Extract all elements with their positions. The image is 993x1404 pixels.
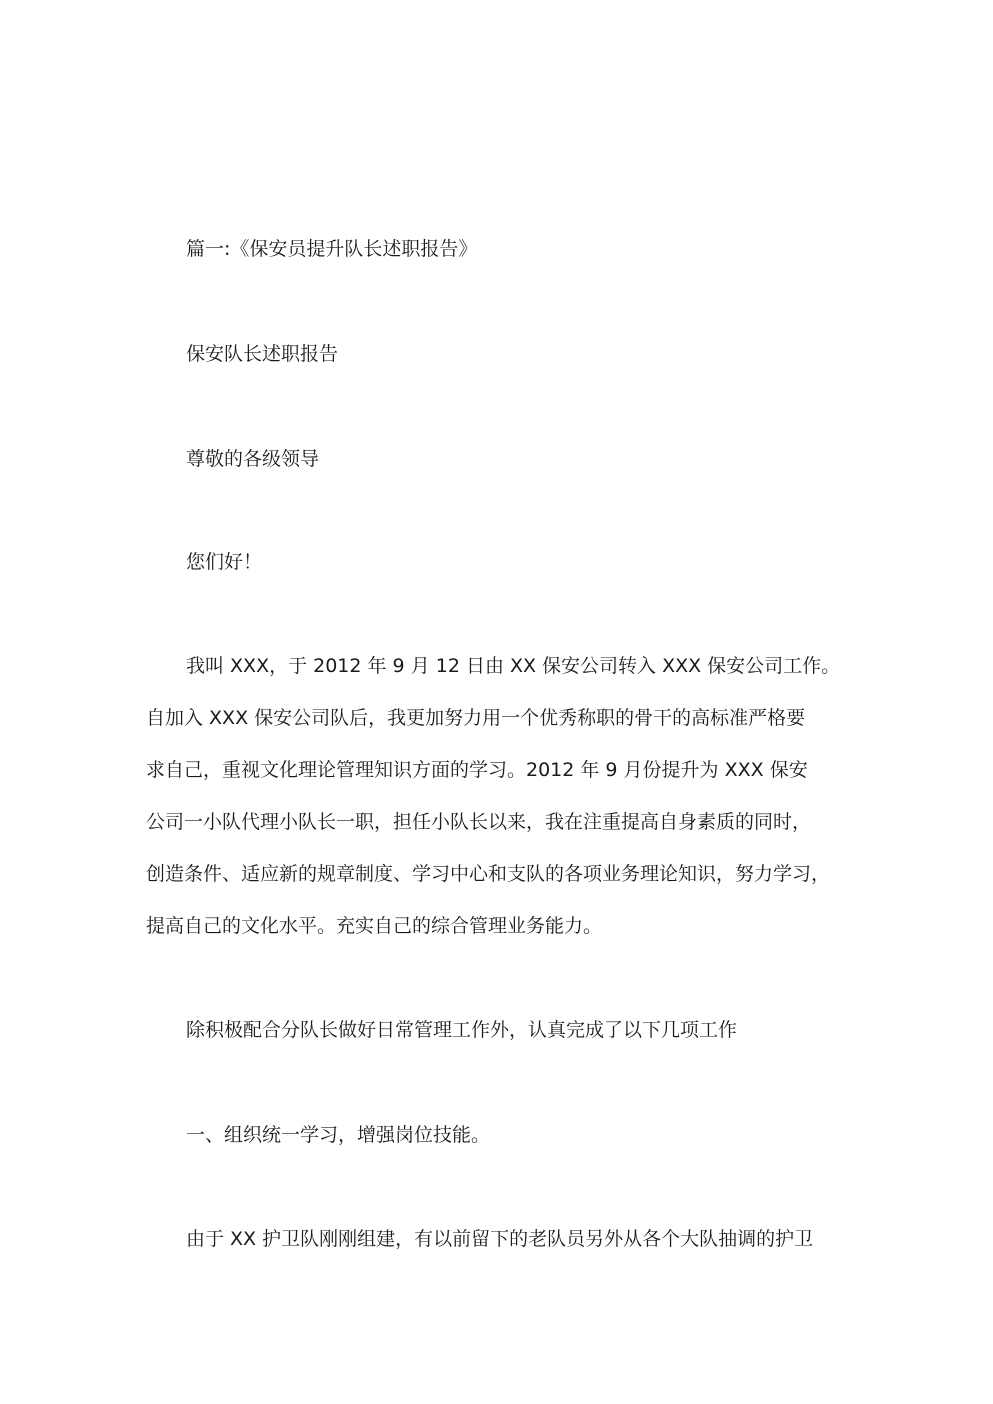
paragraph-work-summary: 除积极配合分队长做好日常管理工作外，认真完成了以下几项工作 — [186, 1019, 738, 1041]
paragraph-line: 我叫 XXX，于 2012 年 9 月 12 日由 XX 保安公司转入 XXX 保安公司工作。 — [186, 655, 841, 677]
paragraph-line: 提高自己的文化水平。充实自己的综合管理业务能力。 — [146, 915, 603, 937]
paragraph-line: 求自己，重视文化理论管理知识方面的学习。2012 年 9 月份提升为 XXX 保安 — [146, 759, 808, 781]
paragraph-line: 创造条件、适应新的规章制度、学习中心和支队的各项业务理论知识，努力学习， — [146, 863, 831, 885]
greeting: 您们好！ — [186, 551, 263, 573]
salutation: 尊敬的各级领导 — [186, 448, 320, 470]
report-title: 保安队长述职报告 — [186, 343, 339, 365]
paragraph-line: 由于 XX 护卫队刚刚组建，有以前留下的老队员另外从各个大队抽调的护卫 — [186, 1228, 814, 1250]
paragraph-line: 自加入 XXX 保安公司队后，我更加努力用一个优秀称职的骨干的高标准严格要 — [146, 707, 806, 729]
section-heading-1: 一、组织统一学习，增强岗位技能。 — [186, 1124, 491, 1146]
document-heading: 篇一:《保安员提升队长述职报告》 — [186, 238, 478, 260]
paragraph-line: 公司一小队代理小队长一职，担任小队长以来，我在注重提高自身素质的同时， — [146, 811, 812, 833]
